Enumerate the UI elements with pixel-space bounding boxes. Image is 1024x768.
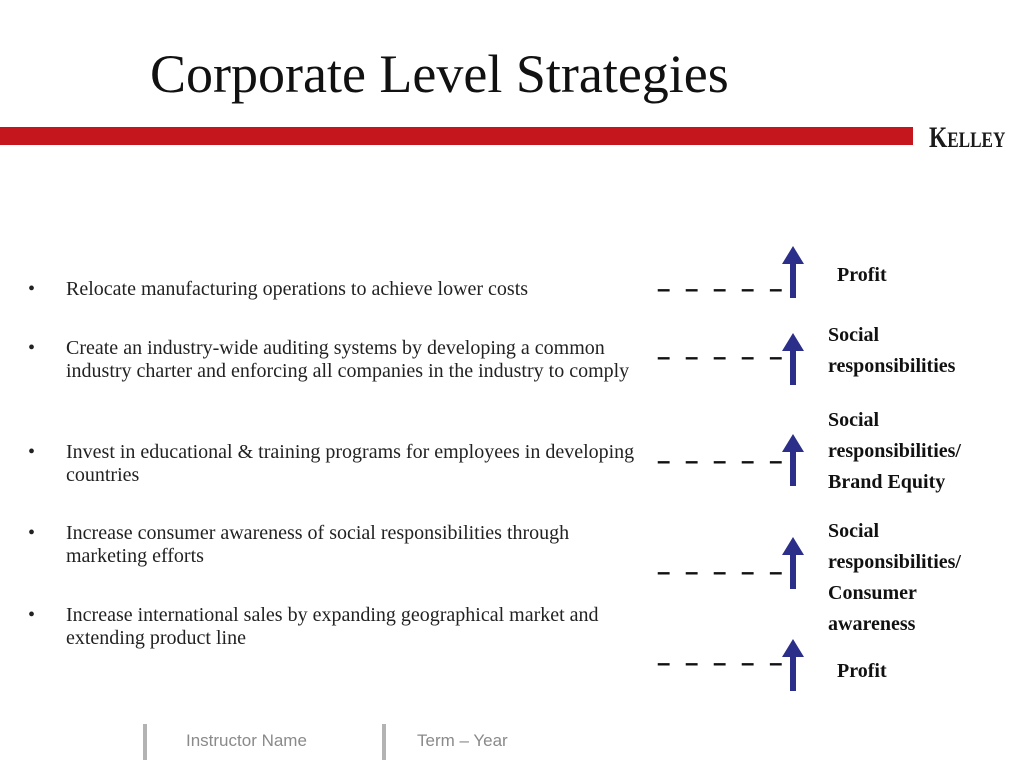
outcome-label-1: Profit [837, 264, 887, 286]
bullet-item-4 [28, 522, 641, 568]
up-arrow-icon [779, 244, 807, 300]
up-arrow-icon [779, 432, 807, 488]
dashed-connector-5: – – – – – [657, 650, 787, 677]
up-arrow-icon [779, 331, 807, 387]
bullet-item-3 [28, 441, 641, 487]
outcome-label-3: Social responsibilities/ Brand Equity [828, 409, 961, 493]
slide-title: Corporate Level Strategies [150, 44, 729, 104]
outcome-label-5: Profit [837, 660, 887, 682]
bullet-text: Relocate manufacturing operations to achieve lower costs [66, 278, 529, 300]
bullet-dot: • [28, 337, 36, 359]
bullet-dot: • [28, 522, 36, 544]
dashed-connector-4: – – – – – [657, 559, 787, 586]
outcome-label-2: Social responsibilities [828, 324, 956, 377]
bullet-text: Create an industry-wide auditing systems by developing a common industry charter and enforcing all companies in the industry to comply [66, 337, 630, 382]
bullet-text: Increase international sales by expanding geographical market and extending product line [66, 604, 599, 649]
outcome-label-4: Social responsibilities/ Consumer awareness [828, 520, 961, 635]
bullet-dot: • [28, 441, 36, 463]
bullet-item-2 [28, 337, 641, 383]
footer-divider [382, 724, 386, 760]
footer-term: Term – Year [417, 731, 508, 750]
bullet-dot: • [28, 278, 36, 300]
footer-divider [143, 724, 147, 760]
kelley-logo: KELLEY [929, 121, 1006, 154]
dashed-connector-1: – – – – – [657, 276, 787, 303]
up-arrow-icon [779, 535, 807, 591]
bullet-dot: • [28, 604, 36, 626]
bullet-text: Invest in educational & training programs for employees in developing countries [66, 441, 635, 486]
dashed-connector-3: – – – – – [657, 448, 787, 475]
title-underline-bar [0, 127, 913, 145]
dashed-connector-2: – – – – – [657, 344, 787, 371]
bullet-text: Increase consumer awareness of social responsibilities through marketing efforts [66, 522, 570, 567]
footer-instructor: Instructor Name [186, 731, 307, 750]
bullet-item-1 [28, 278, 641, 301]
bullet-item-5 [28, 604, 641, 650]
up-arrow-icon [779, 637, 807, 693]
